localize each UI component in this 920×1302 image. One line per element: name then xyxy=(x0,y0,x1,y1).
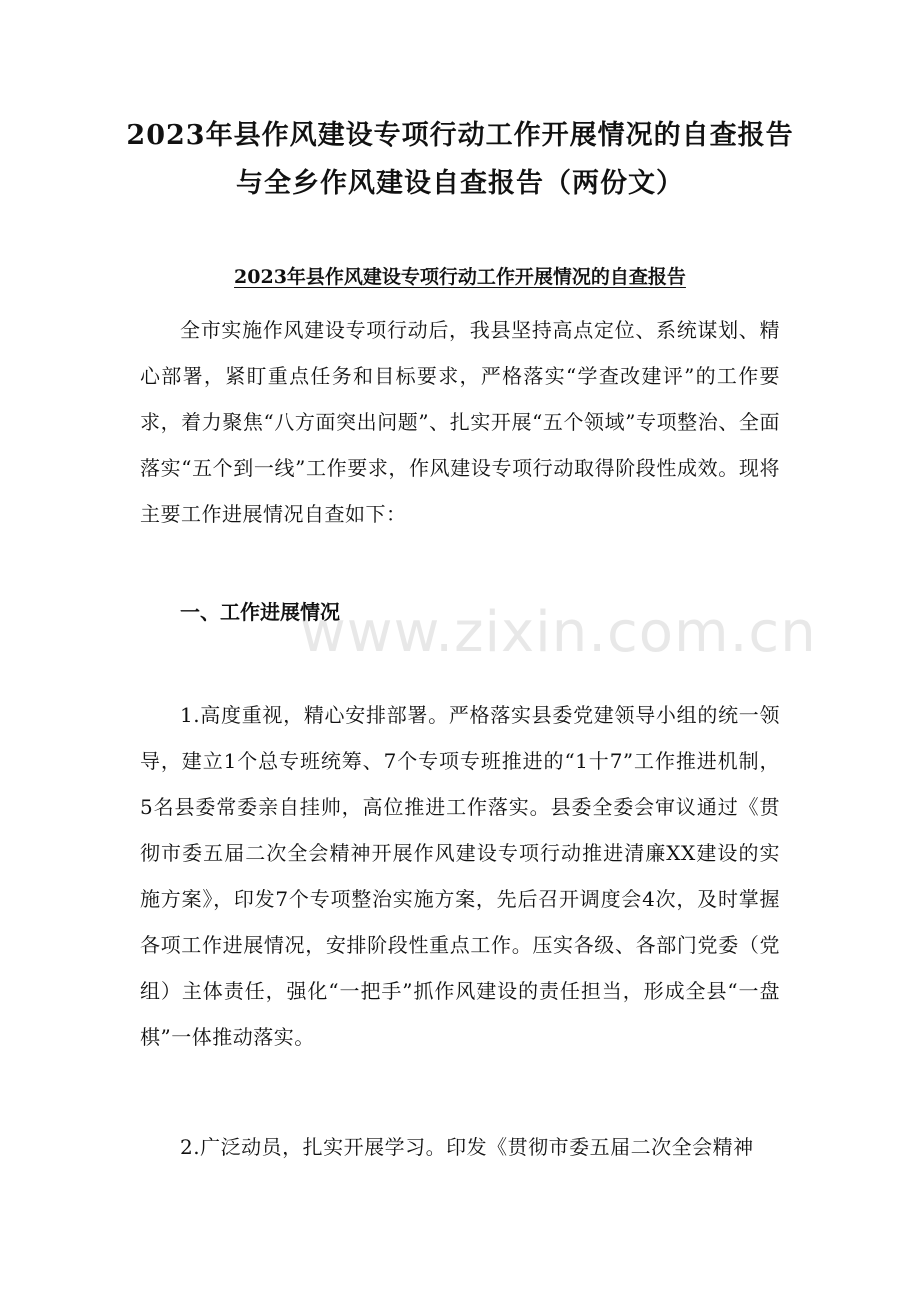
report-subtitle: 2023年县作风建设专项行动工作开展情况的自查报告 xyxy=(234,266,686,288)
item-2-paragraph: 2.广泛动员，扎实开展学习。印发《贯彻市委五届二次全会精神 xyxy=(180,1135,754,1159)
intro-paragraph: 全市实施作风建设专项行动后，我县坚持高点定位、系统谋划、精心部署，紧盯重点任务和目标要求，严格落实“学查改建评”的工作要求，着力聚焦“八方面突出问题”、扎实开展“五个领域”专项整治、全面落实“五个到一线”工作要求，作风建设专项行动取得阶段性成效。现将主要工作进展情况自查如下： xyxy=(140,318,780,526)
watermark: www.zixin.com.cn xyxy=(300,600,817,665)
item-1-paragraph: 1.高度重视，精心安排部署。严格落实县委党建领导小组的统一领导，建立1个总专班统筹、7个专项专班推进的“1十7”工作推进机制，5名县委常委亲自挂帅，高位推进工作落实。县委全委会审议通过《贯彻市委五届二次全会精神开展作风建设专项行动推进清廉XX建设的实施方案》，印发7个专项整治实施方案，先后召开调度会4次，及时掌握各项工作进展情况，安排阶段性重点工作。压实各级、各部门党委（党组）主体责任，强化“一把手”抓作风建设的责任担当，形成全县“一盘棋”一体推动落实。 xyxy=(140,703,780,1049)
document-title: 2023年县作风建设专项行动工作开展情况的自查报告与全乡作风建设自查报告（两份文） xyxy=(126,120,794,199)
section-heading: 一、工作进展情况 xyxy=(180,600,340,624)
